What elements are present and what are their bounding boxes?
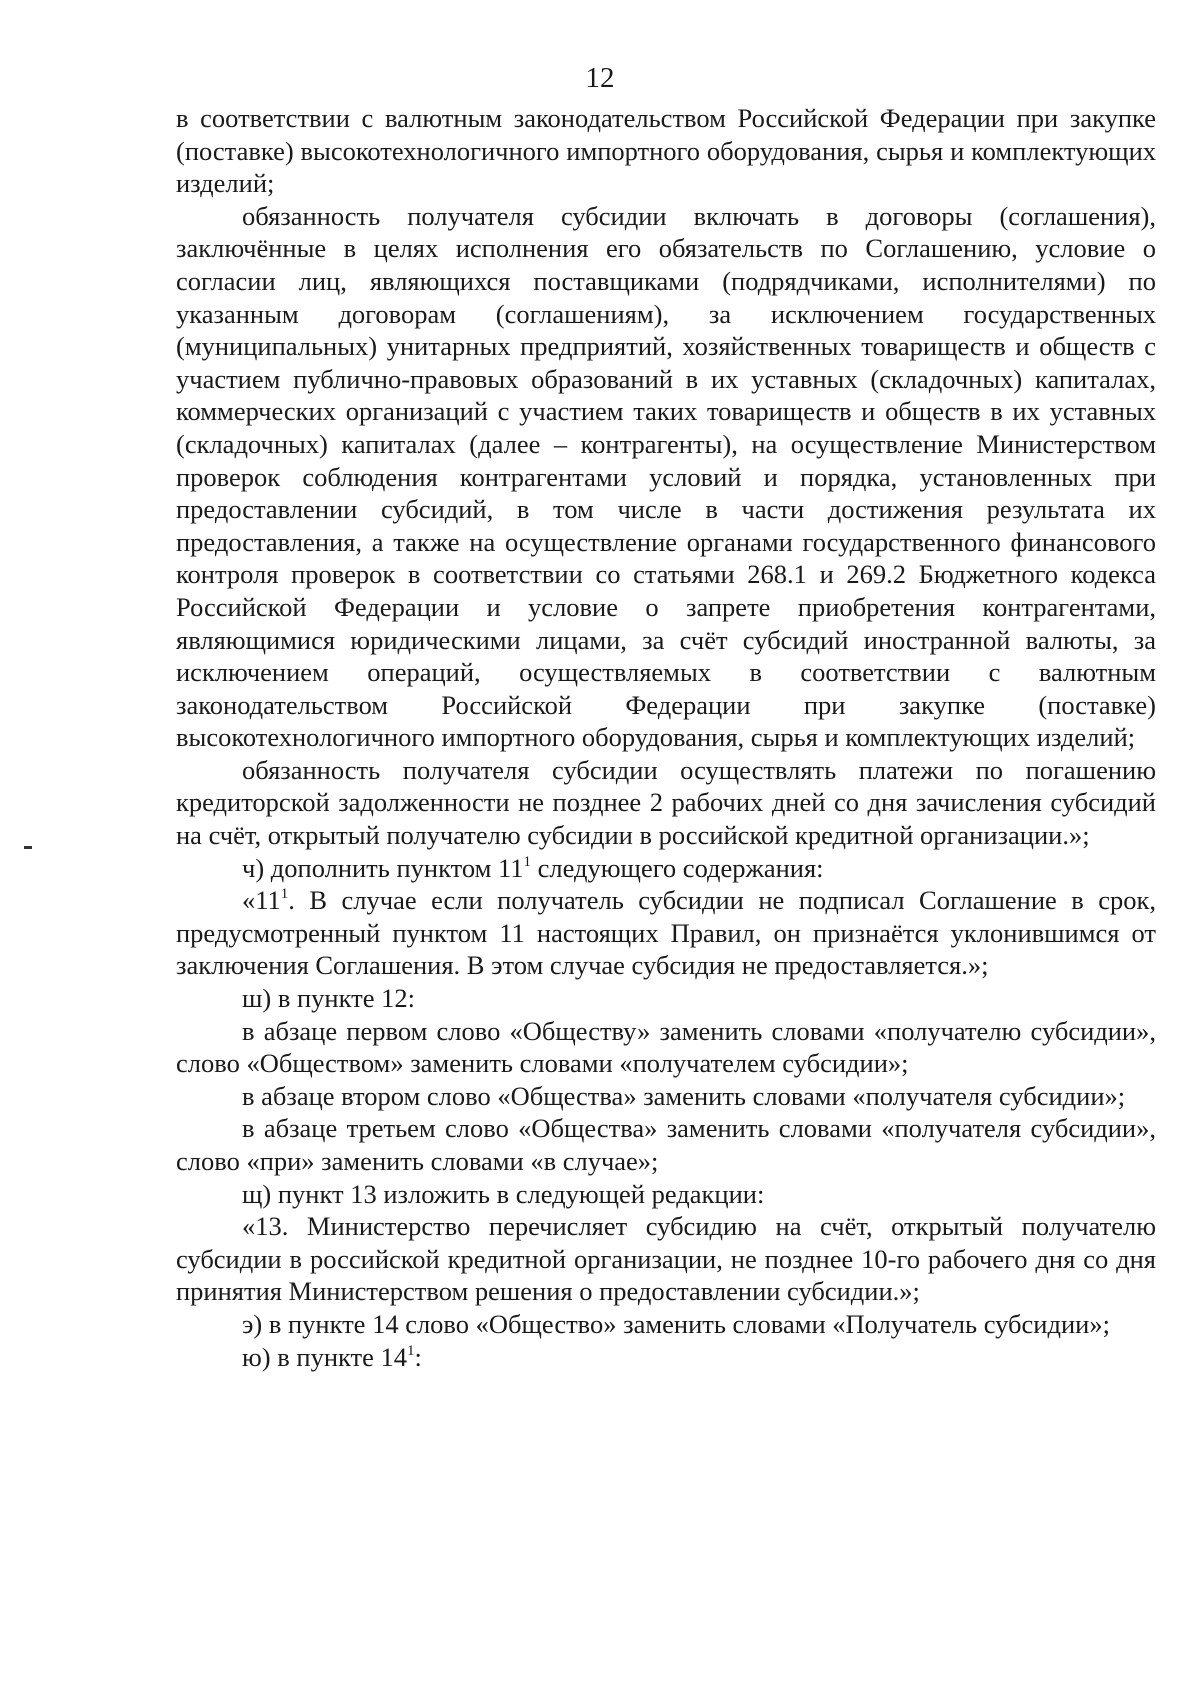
- paragraph-item-ch: [176, 852, 1156, 885]
- paragraph-second-abzac: в абзаце втором слово «Общества» заменить словами «получателя субсидии»;: [242, 1080, 1126, 1111]
- text-segment: «11: [242, 885, 281, 916]
- document-body: [176, 102, 1156, 1373]
- text-segment: . В случае если получатель субсидии не подписал Соглашение в срок, предусмотренный пунктом 11 настоящих Правил, он признаётся уклонившимся от заключения Соглашения. В этом случае субсидия не предоставляется.»;: [176, 885, 1156, 981]
- paragraph-item-sh: ш) в пункте 12:: [242, 983, 415, 1014]
- text-segment: следующего содержания:: [531, 852, 824, 883]
- superscript: 1: [407, 1342, 415, 1359]
- paragraph-clause-11-1: [176, 884, 1156, 982]
- text-segment: ч) дополнить пунктом 11: [242, 852, 524, 883]
- paragraph-item-shch: щ) пункт 13 изложить в следующей редакции:: [242, 1178, 765, 1209]
- text-segment: :: [414, 1341, 422, 1372]
- paragraph-contractor-consent: обязанность получателя субсидии включать в договоры (соглашения), заключённые в целях исполнения его обязательств по Соглашению, условие о согласии лиц, являющихся поставщиками (подрядчиками, исполнителями) по указанным договорам (соглашениям), за исключением государственных (муниципальных) унитарных предприятий, хозяйственных товариществ и обществ с участием публично-правовых образований в их уставных (складочных) капиталах, коммерческих организаций с участием таких товариществ и обществ в их уставных (складочных) капиталах (далее – контрагенты), на осуществление Министерством проверок соблюдения контрагентами условий и порядка, установленных при предоставлении субсидий, в том числе в части достижения результата их предоставления, а также на осуществление органами государственного финансового контроля проверок в соответствии со статьями 268.1 и 269.2 Бюджетного кодекса Российской Федерации и условие о запрете приобретения контрагентами, являющимися юридическими лицами, за счёт субсидий иностранной валюты, за исключением операций, осуществляемых в соответствии с валютным законодательством Российской Федерации при закупке (поставке) высокотехнологичного импортного оборудования, сырья и комплектующих изделий;: [176, 200, 1156, 753]
- paragraph-clause-13: «13. Министерство перечисляет субсидию на счёт, открытый получателю субсидии в российской кредитной организации, не позднее 10-го рабочего дня со дня принятия Министерством решения о предоставлении субсидии.»;: [176, 1211, 1156, 1307]
- paragraph-item-e: э) в пункте 14 слово «Общество» заменить словами «Получатель субсидии»;: [242, 1308, 1110, 1339]
- margin-mark: [24, 846, 32, 849]
- paragraph-continuation: в соответствии с валютным законодательством Российской Федерации при закупке (поставке) высокотехнологичного импортного оборудования, сырья и комплектующих изделий;: [176, 103, 1156, 199]
- text-segment: ю) в пункте 14: [242, 1341, 407, 1372]
- paragraph-first-abzac: в абзаце первом слово «Обществу» заменить словами «получателю субсидии», слово «Обществом» заменить словами «получателем субсидии»;: [176, 1015, 1156, 1079]
- paragraph-item-yu: [176, 1341, 1156, 1374]
- page-number: 12: [585, 62, 615, 94]
- paragraph-third-abzac: в абзаце третьем слово «Общества» заменить словами «получателя субсидии», слово «при» заменить словами «в случае»;: [176, 1113, 1156, 1176]
- superscript: 1: [523, 853, 531, 870]
- paragraph-payment-obligation: обязанность получателя субсидии осуществлять платежи по погашению кредиторской задолженности не позднее 2 рабочих дней со дня зачисления субсидий на счёт, открытый получателю субсидии в российской кредитной организации.»;: [176, 754, 1156, 851]
- superscript: 1: [280, 886, 289, 903]
